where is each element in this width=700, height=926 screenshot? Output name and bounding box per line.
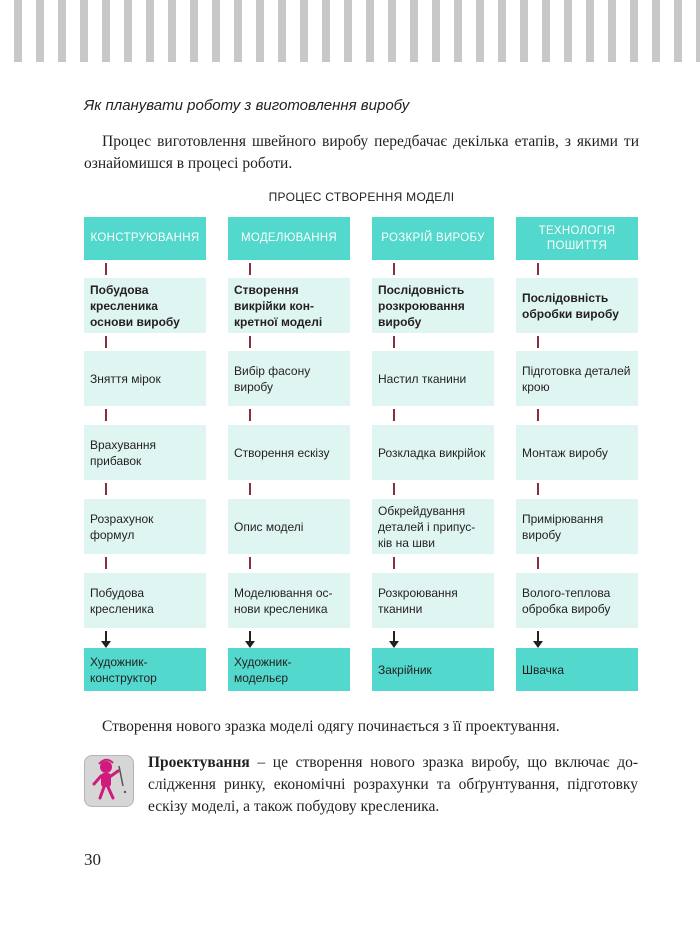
step: Розкроювання тканини bbox=[372, 573, 494, 628]
intro-paragraph: Процес виготовлення швейного виробу передбачає декілька етапів, з якими ти ознайомишся в процесі роботи. bbox=[84, 133, 639, 172]
connector bbox=[249, 409, 251, 421]
page-number: 30 bbox=[84, 850, 101, 869]
mascot-icon bbox=[84, 755, 134, 807]
connector bbox=[537, 409, 539, 421]
connector bbox=[105, 557, 107, 569]
outro-paragraph: Створення нового зразка моделі одягу починається з її проектування. bbox=[102, 718, 560, 735]
connector bbox=[393, 483, 395, 495]
connector bbox=[393, 557, 395, 569]
column-header: КОНСТРУЮВАННЯ bbox=[84, 217, 206, 260]
connector bbox=[393, 336, 395, 348]
result-profession: Швачка bbox=[516, 648, 638, 691]
step: Підготовка деталей крою bbox=[516, 351, 638, 406]
definition-text: – це створення нового зразка виробу, що включає до-слідження ринку, економічні розрахунки та обґрунтування, підготовку ескізу моделі, а також побудову кресленика. bbox=[148, 754, 638, 815]
connector bbox=[249, 263, 251, 275]
definition-paragraph bbox=[148, 752, 638, 818]
connector bbox=[105, 409, 107, 421]
definition-term: Проектування bbox=[148, 754, 250, 771]
step: Розрахунок формул bbox=[84, 499, 206, 554]
connector bbox=[393, 263, 395, 275]
step: Опис моделі bbox=[228, 499, 350, 554]
step: Настил тканини bbox=[372, 351, 494, 406]
arrow-down-icon bbox=[101, 641, 111, 648]
first-step: Послідовність обробки виробу bbox=[516, 278, 638, 333]
connector bbox=[105, 263, 107, 275]
step: Монтаж виробу bbox=[516, 425, 638, 480]
step: Створення ескізу bbox=[228, 425, 350, 480]
first-step: Створення викрійки кон-кретної моделі bbox=[228, 278, 350, 333]
first-step: Послідовність розкроювання виробу bbox=[372, 278, 494, 333]
connector bbox=[537, 336, 539, 348]
connector bbox=[393, 409, 395, 421]
result-profession: Художник-конструктор bbox=[84, 648, 206, 691]
connector bbox=[249, 336, 251, 348]
result-profession: Закрійник bbox=[372, 648, 494, 691]
result-profession: Художник-модельєр bbox=[228, 648, 350, 691]
arrow-down-icon bbox=[533, 641, 543, 648]
diagram-title: ПРОЦЕС СТВОРЕННЯ МОДЕЛІ bbox=[268, 190, 455, 204]
connector bbox=[537, 263, 539, 275]
step: Вибір фасону виробу bbox=[228, 351, 350, 406]
first-step: Побудова кресленика основи виробу bbox=[84, 278, 206, 333]
step: Волого-теплова обробка виробу bbox=[516, 573, 638, 628]
arrow-down-icon bbox=[245, 641, 255, 648]
connector bbox=[537, 483, 539, 495]
step: Врахування прибавок bbox=[84, 425, 206, 480]
step: Побудова кресленика bbox=[84, 573, 206, 628]
section-heading: Як планувати роботу з виготовлення виробу bbox=[84, 97, 410, 114]
connector bbox=[105, 483, 107, 495]
arrow-down-icon bbox=[389, 641, 399, 648]
column-header: ТЕХНОЛОГІЯ ПОШИТТЯ bbox=[516, 217, 638, 260]
step: Обкрейдування деталей і припус-ків на шви bbox=[372, 499, 494, 554]
column-header: МОДЕЛЮВАННЯ bbox=[228, 217, 350, 260]
step: Розкладка викрійок bbox=[372, 425, 494, 480]
header-stripes bbox=[0, 0, 700, 62]
step: Моделювання ос-нови кресленика bbox=[228, 573, 350, 628]
column-header: РОЗКРІЙ ВИРОБУ bbox=[372, 217, 494, 260]
connector bbox=[537, 557, 539, 569]
step: Зняття мірок bbox=[84, 351, 206, 406]
connector bbox=[105, 336, 107, 348]
connector bbox=[249, 483, 251, 495]
step: Примірювання виробу bbox=[516, 499, 638, 554]
connector bbox=[249, 557, 251, 569]
